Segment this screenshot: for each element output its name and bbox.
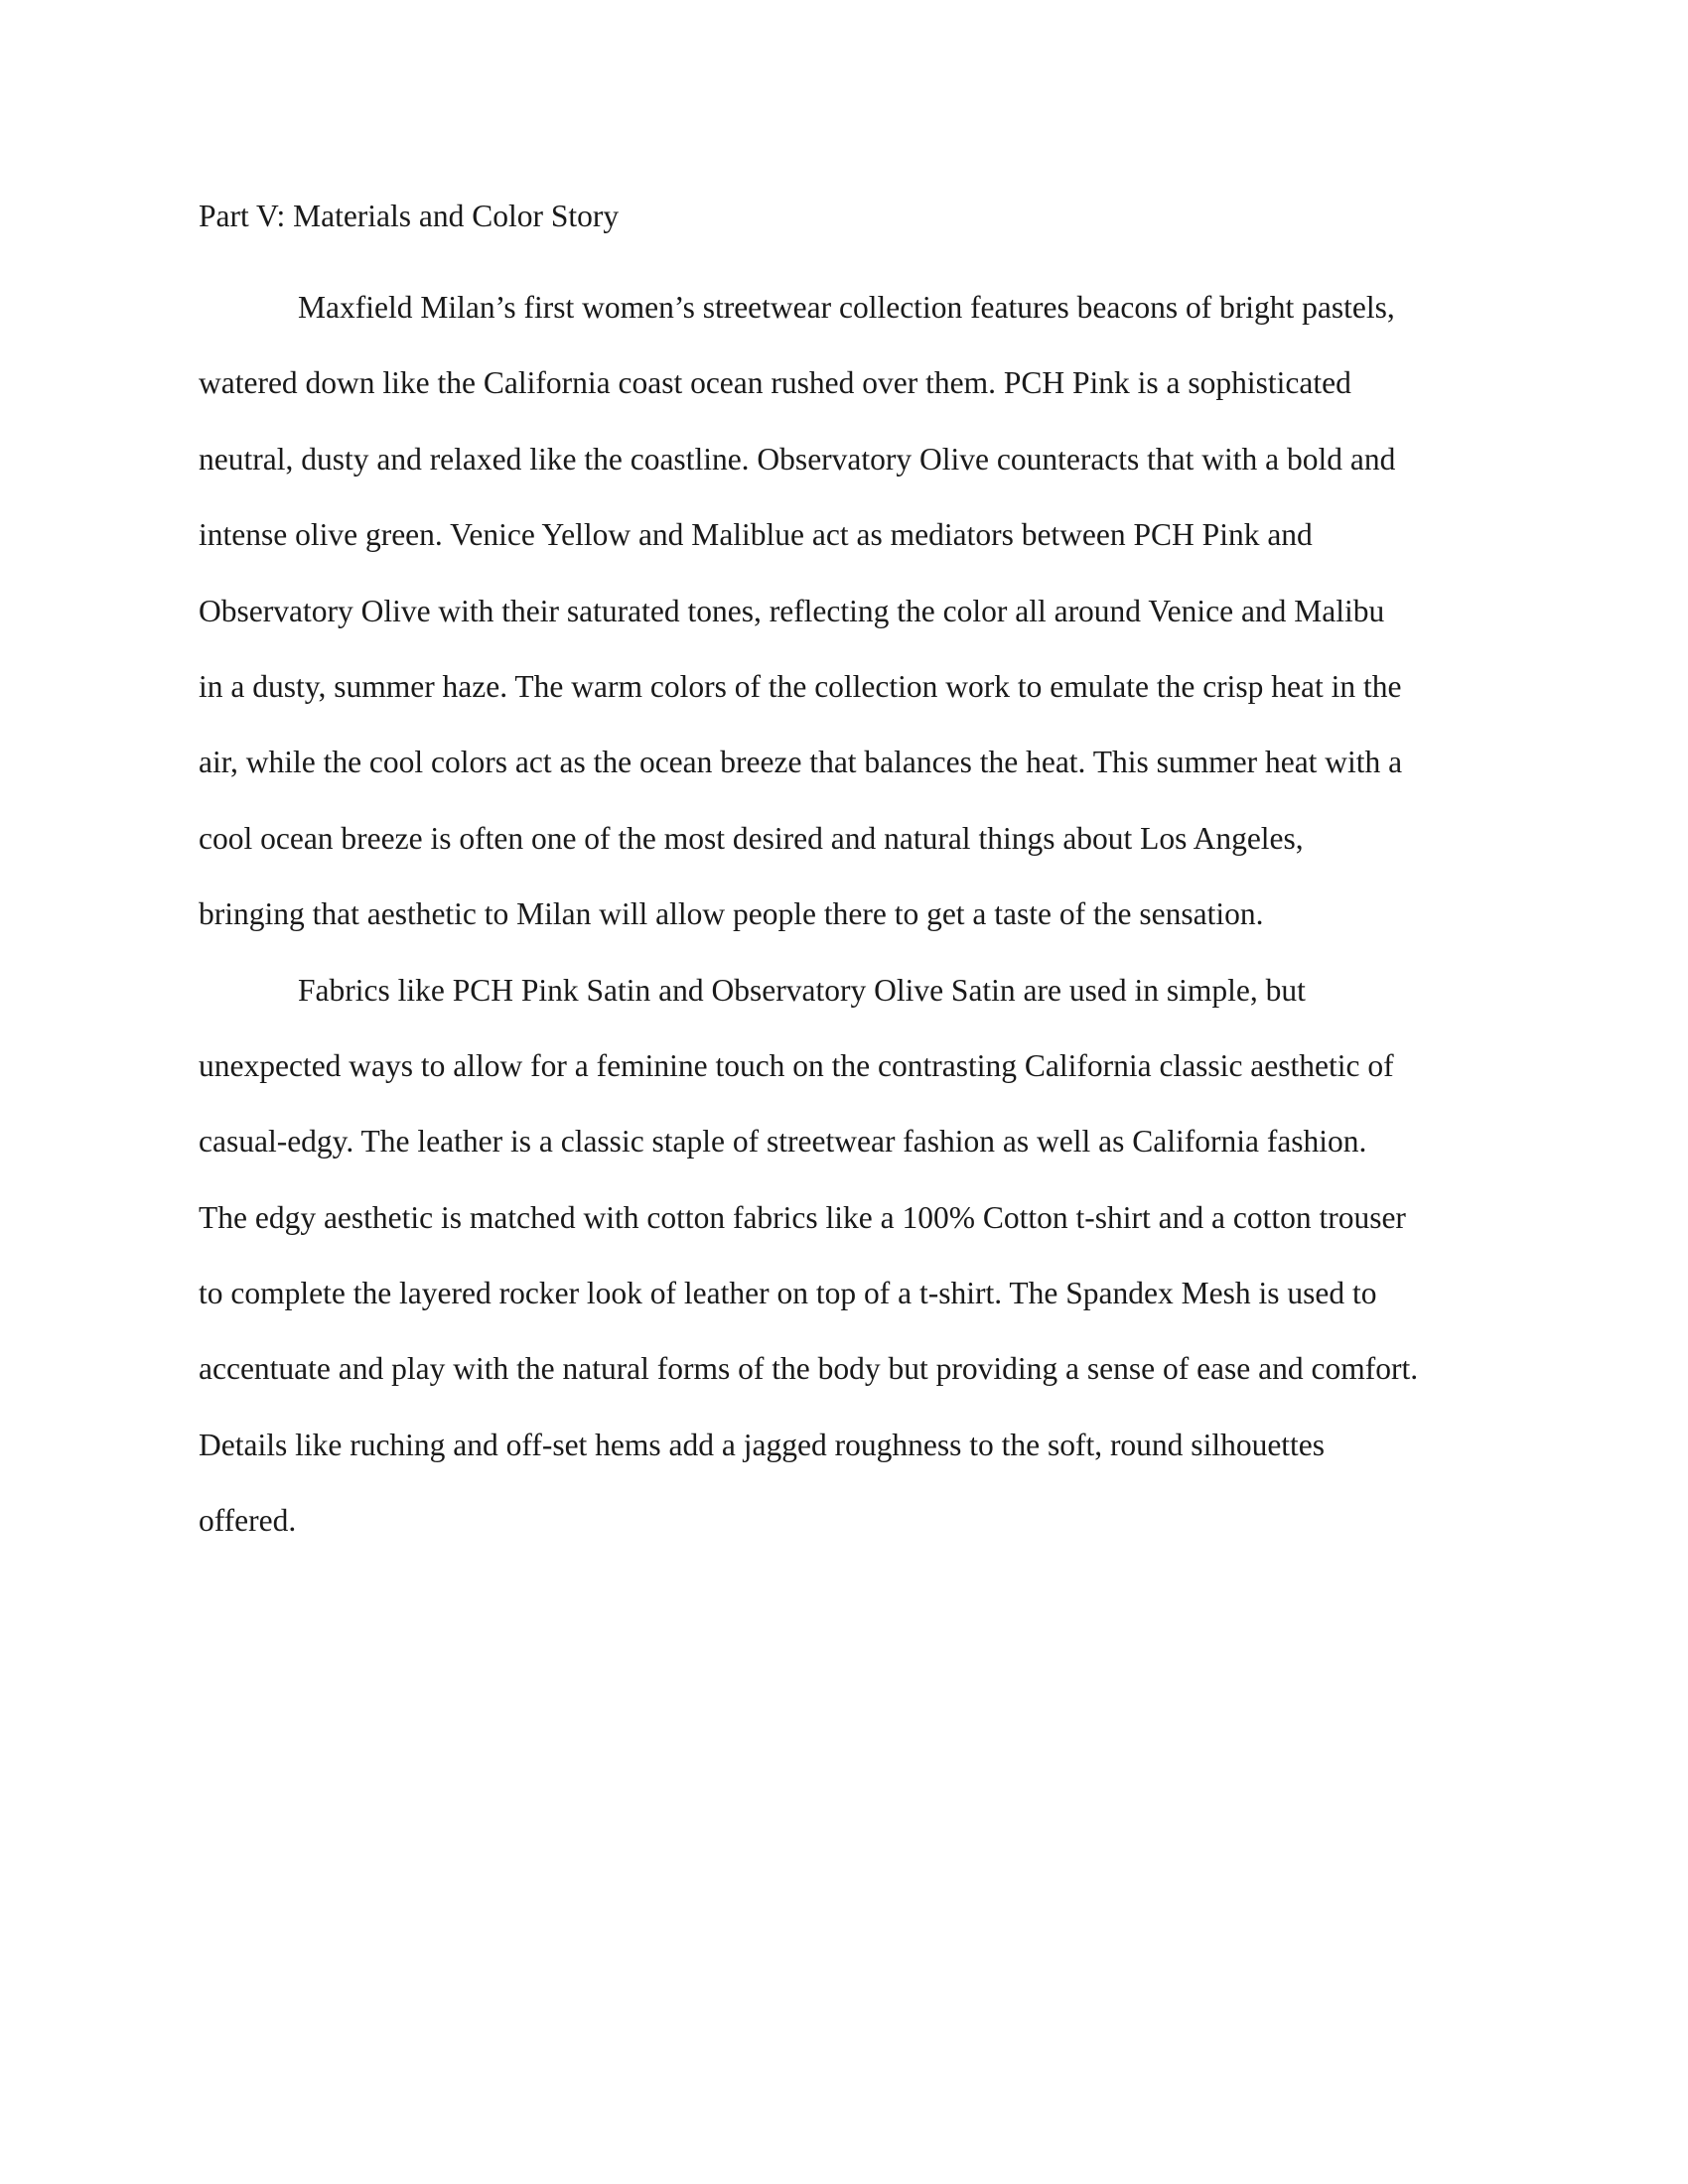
text-line: air, while the cool colors act as the ocean breeze that balances the heat. This summer heat with a (199, 745, 1403, 780)
text-line: Observatory Olive with their saturated tones, reflecting the color all around Venice and Malibu (199, 593, 1385, 628)
section-heading: Part V: Materials and Color Story (199, 199, 620, 233)
text-line: to complete the layered rocker look of leather on top of a t-shirt. The Spandex Mesh is used to (199, 1276, 1377, 1311)
text-line: neutral, dusty and relaxed like the coastline. Observatory Olive counteracts that with a bold and (199, 441, 1396, 477)
text-line: Maxfield Milan’s first women’s streetwear collection features beacons of bright pastels, (298, 290, 1395, 325)
text-line: casual-edgy. The leather is a classic staple of streetwear fashion as well as California fashion. (199, 1124, 1367, 1160)
document-body (199, 195, 1489, 1560)
text-line: offered. (199, 1503, 297, 1539)
text-line: cool ocean breeze is often one of the most desired and natural things about Los Angeles, (199, 820, 1304, 856)
text-line: Fabrics like PCH Pink Satin and Observatory Olive Satin are used in simple, but (298, 972, 1306, 1008)
text-line: Details like ruching and off-set hems add a jagged roughness to the soft, round silhouettes (199, 1427, 1326, 1462)
text-line: accentuate and play with the natural forms of the body but providing a sense of ease and comfort. (199, 1351, 1419, 1387)
text-line: unexpected ways to allow for a feminine touch on the contrasting California classic aesthetic of (199, 1047, 1394, 1083)
text-line: watered down like the California coast ocean rushed over them. PCH Pink is a sophisticated (199, 365, 1351, 401)
text-line: The edgy aesthetic is matched with cotton fabrics like a 100% Cotton t-shirt and a cotton trouser (199, 1199, 1406, 1235)
text-line: in a dusty, summer haze. The warm colors of the collection work to emulate the crisp heat in the (199, 668, 1402, 704)
paragraph-materials (199, 953, 1489, 1560)
text-line: bringing that aesthetic to Milan will allow people there to get a taste of the sensation. (199, 896, 1264, 932)
text-line: intense olive green. Venice Yellow and Maliblue act as mediators between PCH Pink and (199, 517, 1313, 553)
paragraph-color-story (199, 270, 1489, 953)
